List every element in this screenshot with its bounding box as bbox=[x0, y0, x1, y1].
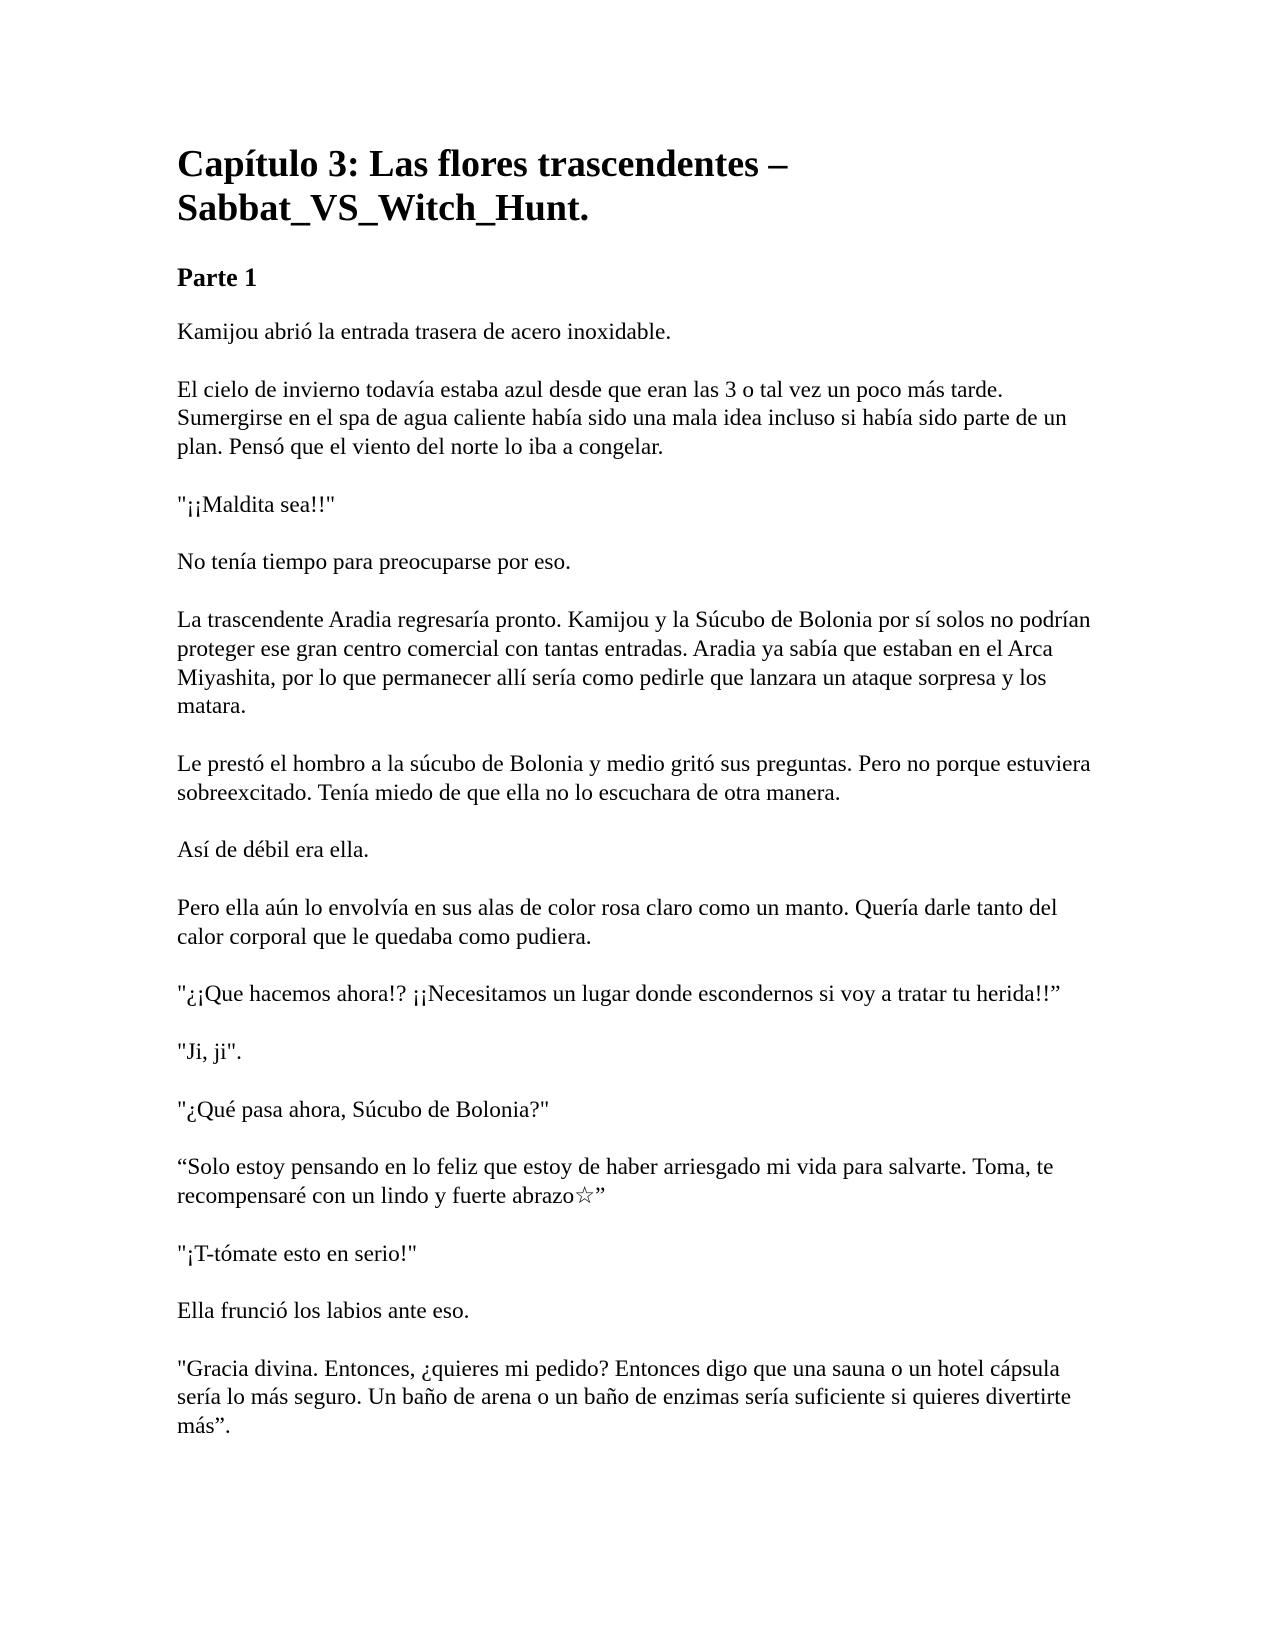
chapter-title-line1: Capítulo 3: Las flores trascendentes – bbox=[177, 143, 788, 185]
paragraph: "¿¡Que hacemos ahora!? ¡¡Necesitamos un lugar donde escondernos si voy a tratar tu herida!!” bbox=[177, 981, 1061, 1008]
paragraph: Kamijou abrió la entrada trasera de acero inoxidable. bbox=[177, 319, 672, 345]
paragraph: "Ji, ji". bbox=[177, 1038, 242, 1065]
part-title: Parte 1 bbox=[177, 263, 258, 292]
paragraph: "¿Qué pasa ahora, Súcubo de Bolonia?" bbox=[177, 1096, 550, 1123]
paragraph: “Solo estoy pensando en lo feliz que estoy de haber arriesgado mi vida para salvarte. Toma, te recompensaré con un lindo y fuerte abrazo☆” bbox=[177, 1154, 1054, 1209]
paragraph: Ella frunció los labios ante eso. bbox=[177, 1298, 470, 1325]
paragraph: Pero ella aún lo envolvía en sus alas de color rosa claro como un manto. Quería darle tanto del calor corporal que le quedaba como pudiera. bbox=[177, 894, 1058, 950]
paragraph: La trascendente Aradia regresaría pronto. Kamijou y la Súcubo de Bolonia por sí solos no podrían proteger ese gran centro comercial con tantas entradas. Aradia ya sabía que estaban en el Arca Miyashita, por lo que permanecer allí sería como pedirle que lanzara un ataque sorpresa y los matara. bbox=[177, 606, 1091, 720]
paragraph: Así de débil era ella. bbox=[177, 837, 370, 864]
chapter-title bbox=[177, 142, 1107, 230]
paragraph: No tenía tiempo para preocuparse por eso. bbox=[177, 549, 571, 576]
paragraph: El cielo de invierno todavía estaba azul desde que eran las 3 o tal vez un poco más tarde. Sumergirse en el spa de agua caliente había sido una mala idea incluso si había sido parte de un plan. Pensó que el viento del norte lo iba a congelar. bbox=[177, 376, 1067, 461]
paragraph: "Gracia divina. Entonces, ¿quieres mi pedido? Entonces digo que una sauna o un hotel cápsula sería lo más seguro. Un baño de arena o un baño de enzimas sería suficiente si quieres divertirte más”. bbox=[177, 1355, 1072, 1440]
document-page bbox=[177, 142, 1107, 1470]
body-text bbox=[177, 318, 1107, 1441]
paragraph: "¡¡Maldita sea!!" bbox=[177, 491, 336, 518]
chapter-title-line2: Sabbat_VS_Witch_Hunt. bbox=[177, 187, 590, 229]
paragraph: Le prestó el hombro a la súcubo de Bolonia y medio gritó sus preguntas. Pero no porque estuviera sobreexcitado. Tenía miedo de que ella no lo escuchara de otra manera. bbox=[177, 750, 1091, 806]
paragraph: "¡T-tómate esto en serio!" bbox=[177, 1240, 418, 1267]
